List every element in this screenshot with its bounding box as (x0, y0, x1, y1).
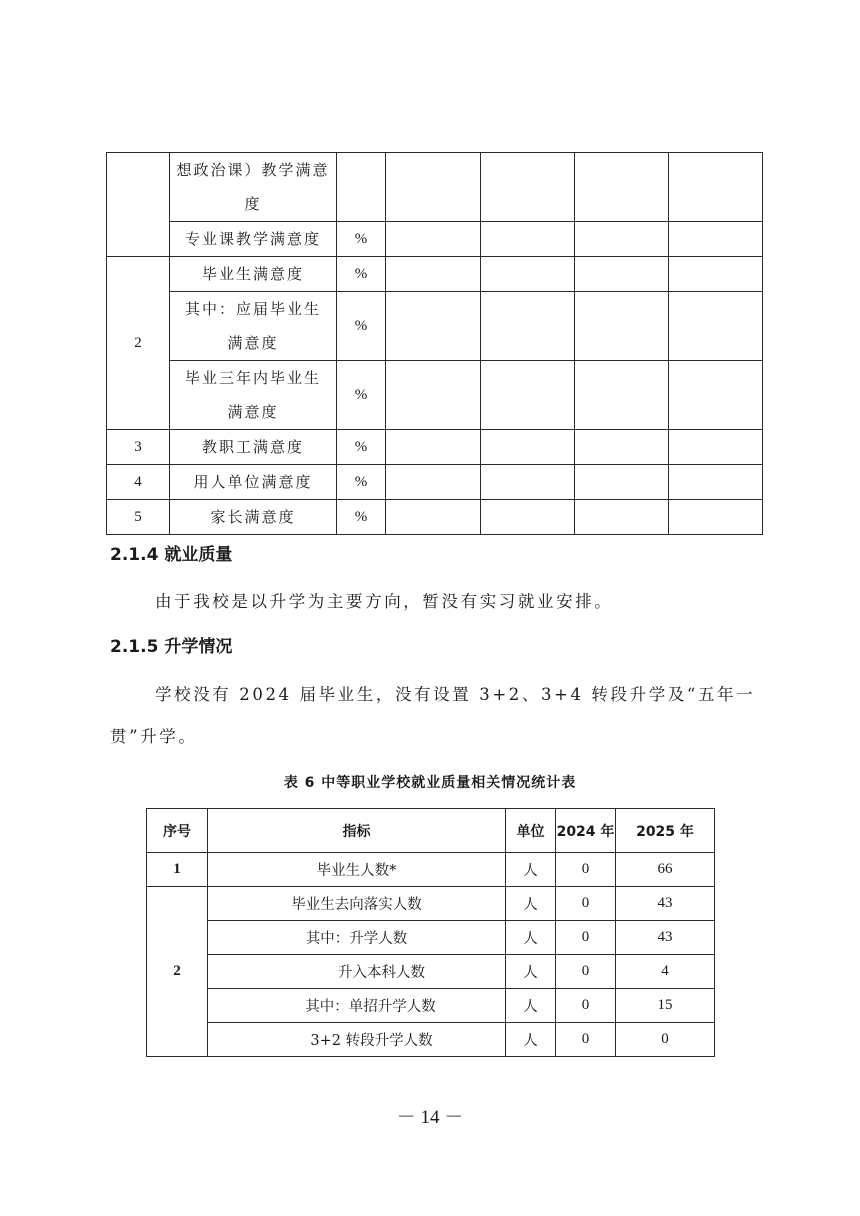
value-2025: 43 (616, 921, 715, 955)
value-cell (669, 257, 763, 292)
indicator-cell: 毕业生人数* (208, 853, 506, 887)
section-heading-2-1-5: 2.1.5 升学情况 (110, 637, 233, 657)
value-cell (386, 257, 481, 292)
value-cell (669, 465, 763, 500)
table-row (107, 153, 763, 222)
unit-cell: % (337, 500, 386, 535)
value-cell (669, 430, 763, 465)
value-cell (575, 292, 669, 361)
unit-cell: 人 (506, 955, 556, 989)
value-cell (481, 222, 575, 257)
value-cell (481, 430, 575, 465)
value-2024: 0 (556, 955, 616, 989)
header-cell: 序号 (147, 809, 208, 853)
value-2025: 43 (616, 887, 715, 921)
row-number (107, 153, 170, 257)
section-heading-2-1-4: 2.1.4 就业质量 (110, 545, 233, 565)
header-cell: 指标 (208, 809, 506, 853)
unit-cell: % (337, 257, 386, 292)
value-cell (575, 222, 669, 257)
value-cell (386, 222, 481, 257)
value-cell (575, 361, 669, 430)
value-cell (386, 465, 481, 500)
value-cell (669, 361, 763, 430)
header-cell: 单位 (506, 809, 556, 853)
indicator-cell: 3+2 转段升学人数 (208, 1023, 506, 1057)
table-row (107, 257, 763, 292)
table-row (147, 989, 715, 1023)
table-row (147, 921, 715, 955)
value-cell (386, 292, 481, 361)
row-number: 1 (147, 853, 208, 887)
value-2025: 15 (616, 989, 715, 1023)
value-2024: 0 (556, 989, 616, 1023)
table-row (147, 1023, 715, 1057)
value-2025: 66 (616, 853, 715, 887)
value-cell (386, 361, 481, 430)
indicator-cell: 其中：应届毕业生满意度 (170, 292, 337, 361)
unit-cell: 人 (506, 921, 556, 955)
value-cell (575, 153, 669, 222)
row-number: 2 (107, 257, 170, 430)
indicator-cell: 用人单位满意度 (170, 465, 337, 500)
value-cell (669, 292, 763, 361)
unit-cell (337, 153, 386, 222)
value-cell (481, 153, 575, 222)
row-number: 4 (107, 465, 170, 500)
table-row (107, 430, 763, 465)
value-cell (481, 465, 575, 500)
indicator-cell: 毕业三年内毕业生满意度 (170, 361, 337, 430)
value-2024: 0 (556, 1023, 616, 1057)
unit-cell: 人 (506, 853, 556, 887)
value-2025: 4 (616, 955, 715, 989)
unit-cell: % (337, 465, 386, 500)
indicator-cell: 毕业生去向落实人数 (208, 887, 506, 921)
section-2-1-4-paragraph: 由于我校是以升学为主要方向，暂没有实习就业安排。 (155, 592, 614, 611)
header-cell: 2025 年 (616, 809, 715, 853)
value-cell (669, 153, 763, 222)
value-cell (386, 153, 481, 222)
row-number: 3 (107, 430, 170, 465)
value-cell (575, 257, 669, 292)
value-cell (386, 430, 481, 465)
section-2-1-5-paragraph-line2: 贯”升学。 (110, 727, 198, 746)
value-cell (481, 292, 575, 361)
section-2-1-5-paragraph-line1: 学校没有 2024 届毕业生，没有设置 3+2、3+4 转段升学及“五年一 (155, 685, 756, 704)
indicator-cell: 想政治课）教学满意度 (170, 153, 337, 222)
table-caption: 表 6 中等职业学校就业质量相关情况统计表 (283, 775, 577, 791)
indicator-cell: 升入本科人数 (208, 955, 506, 989)
value-2025: 0 (616, 1023, 715, 1057)
value-cell (481, 361, 575, 430)
value-2024: 0 (556, 921, 616, 955)
unit-cell: % (337, 430, 386, 465)
indicator-cell: 其中：升学人数 (208, 921, 506, 955)
value-cell (669, 222, 763, 257)
table-header-row (147, 809, 715, 853)
employment-quality-table (146, 808, 715, 1057)
row-number: 2 (147, 887, 208, 1057)
unit-cell: 人 (506, 1023, 556, 1057)
value-2024: 0 (556, 887, 616, 921)
indicator-cell: 教职工满意度 (170, 430, 337, 465)
unit-cell: 人 (506, 887, 556, 921)
indicator-cell: 家长满意度 (170, 500, 337, 535)
indicator-cell: 毕业生满意度 (170, 257, 337, 292)
table-row (107, 222, 763, 257)
unit-cell: % (337, 292, 386, 361)
table-row (107, 292, 763, 361)
page-number: － 14 － (396, 1107, 464, 1128)
header-cell: 2024 年 (556, 809, 616, 853)
value-cell (575, 465, 669, 500)
value-cell (481, 257, 575, 292)
indicator-cell: 其中：单招升学人数 (208, 989, 506, 1023)
table-row (107, 465, 763, 500)
table-row (107, 361, 763, 430)
indicator-cell: 专业课教学满意度 (170, 222, 337, 257)
value-cell (669, 500, 763, 535)
unit-cell: 人 (506, 989, 556, 1023)
satisfaction-table-continued (106, 152, 763, 535)
unit-cell: % (337, 222, 386, 257)
value-2024: 0 (556, 853, 616, 887)
value-cell (575, 430, 669, 465)
value-cell (481, 500, 575, 535)
value-cell (575, 500, 669, 535)
value-cell (386, 500, 481, 535)
unit-cell: % (337, 361, 386, 430)
row-number: 5 (107, 500, 170, 535)
table-row (147, 955, 715, 989)
table-row (147, 887, 715, 921)
table-row (107, 500, 763, 535)
table-row (147, 853, 715, 887)
